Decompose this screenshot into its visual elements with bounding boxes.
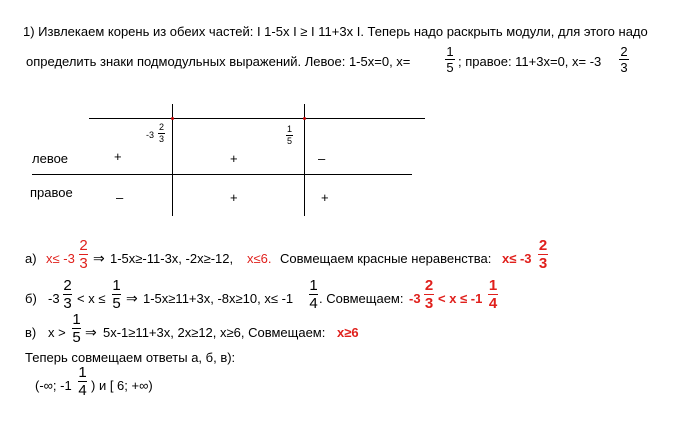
sign-right-3: + <box>321 190 329 205</box>
case-b-label: б) <box>25 291 37 306</box>
case-b-final: -3 <box>409 291 421 306</box>
answer-part-a: (-∞; -1 <box>35 378 72 393</box>
combine-text: Теперь совмещаем ответы а, б, в): <box>25 350 236 365</box>
point-label-1-whole: -3 <box>146 130 155 140</box>
case-a-label: а) <box>25 251 37 266</box>
case-b-text-2: . Совмещаем: <box>319 291 404 306</box>
case-b-lhs: -3 <box>48 291 60 306</box>
sign-right-1: – <box>116 190 124 205</box>
case-a-text: 1-5x≥-11-3x, -2x≥-12, <box>110 251 234 266</box>
case-b-mid: < x ≤ <box>77 291 106 306</box>
case-b-text-fraction: 1 4 <box>309 277 318 312</box>
column-divider-2 <box>304 104 305 216</box>
case-b-text: 1-5x≥11+3x, -8x≥10, x≤ -1 <box>143 291 294 306</box>
case-b-lhs-fraction: 2 3 <box>63 277 72 312</box>
case-a-text-2: Совмещаем красные неравенства: <box>280 251 492 266</box>
point-label-2-fraction: 1 5 <box>286 124 292 146</box>
case-c-text: 5x-1≥11+3x, 2x≥12, x≥6, Совмещаем: <box>103 325 326 340</box>
case-a-arrow: ⇒ <box>93 250 105 266</box>
fraction-one-fifth: 1 5 <box>446 44 454 75</box>
case-a-result: x≤6. <box>247 251 272 266</box>
case-a-final: x≤ -3 <box>502 251 532 266</box>
point-marker-2 <box>303 117 306 120</box>
row-label-right: правое <box>30 185 73 200</box>
number-line <box>89 118 425 119</box>
case-b-final-fraction-2: 1 4 <box>488 277 498 312</box>
answer-part-b: ) и [ 6; +∞) <box>91 378 153 393</box>
case-b-arrow: ⇒ <box>126 290 138 306</box>
sign-left-1: + <box>114 149 122 164</box>
case-b-final-mid: < x ≤ -1 <box>438 291 483 306</box>
case-b-rhs-fraction: 1 5 <box>112 277 121 312</box>
column-divider-1 <box>172 104 173 216</box>
case-c-label: в) <box>25 325 37 340</box>
case-b-final-fraction: 2 3 <box>424 277 434 312</box>
row-label-left: левое <box>32 151 69 166</box>
case-c-condition: x > <box>48 325 66 340</box>
case-c-arrow: ⇒ <box>85 324 97 340</box>
answer-fraction: 1 4 <box>78 364 87 399</box>
case-c-final: x≥6 <box>337 325 359 340</box>
case-c-condition-fraction: 1 5 <box>72 311 81 346</box>
fraction-two-thirds: 2 3 <box>620 44 628 75</box>
sign-left-2: + <box>230 151 238 166</box>
sign-left-3: – <box>318 151 326 166</box>
intro-line-2b: ; правое: 11+3x=0, x= -3 <box>458 54 602 69</box>
table-divider <box>32 174 412 175</box>
point-label-1-fraction: 2 3 <box>158 122 164 144</box>
intro-line-1: 1) Извлекаем корень из обеих частей: I 1-5x I ≥ I 11+3x I. Теперь надо раскрыть модули, для этого надо <box>23 24 648 39</box>
case-a-final-fraction: 2 3 <box>538 237 548 272</box>
point-marker-1 <box>171 117 174 120</box>
case-a-condition: x≤ -3 <box>46 251 75 266</box>
sign-right-2: + <box>230 190 238 205</box>
intro-line-2a: определить знаки подмодульных выражений. Левое: 1-5x=0, x= <box>26 54 411 69</box>
case-a-condition-fraction: 2 3 <box>79 237 88 272</box>
